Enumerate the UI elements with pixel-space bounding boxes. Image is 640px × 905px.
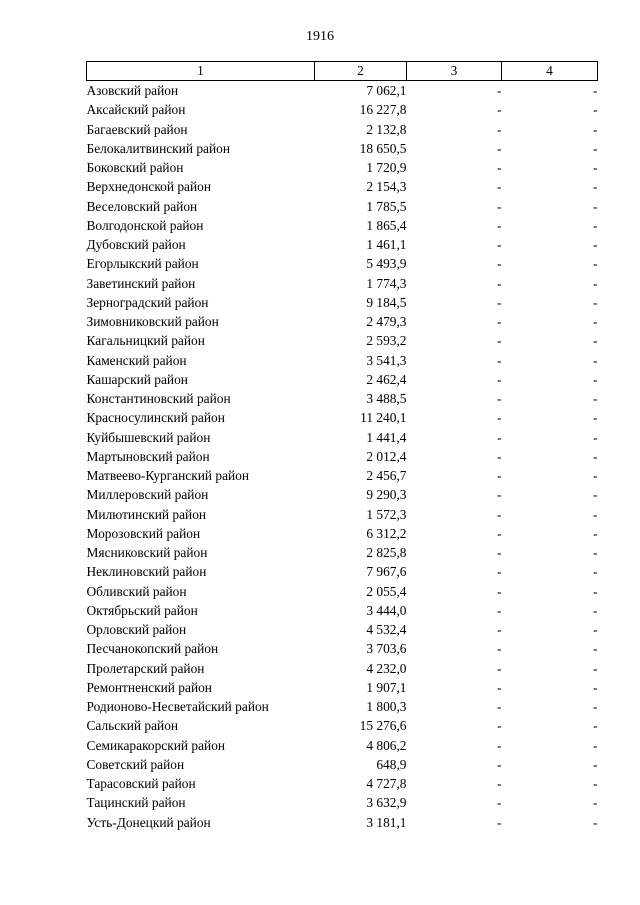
column-header: 3 bbox=[407, 62, 502, 81]
table-row bbox=[87, 100, 598, 119]
value-cell: 1 461,1 bbox=[366, 237, 407, 252]
column-3-cell: - bbox=[497, 256, 502, 272]
column-3-cell: - bbox=[497, 160, 502, 175]
column-4-cell: - bbox=[593, 352, 598, 368]
page-number: 1916 bbox=[306, 29, 334, 44]
district-name-cell: Песчанокопский район bbox=[86, 641, 219, 657]
column-4-cell: - bbox=[593, 333, 598, 349]
value-cell: 3 181,1 bbox=[366, 814, 407, 830]
table-row bbox=[87, 158, 598, 177]
table-row bbox=[87, 293, 598, 312]
column-4-cell: - bbox=[593, 795, 598, 811]
district-name-cell: Милютинский район bbox=[86, 506, 207, 522]
column-3-cell: - bbox=[497, 525, 502, 541]
column-4-cell: - bbox=[593, 525, 598, 541]
column-4-cell: - bbox=[593, 718, 598, 734]
table-row bbox=[87, 312, 598, 331]
value-cell: 2 132,8 bbox=[366, 121, 407, 137]
district-name-cell: Орловский район bbox=[86, 622, 187, 637]
value-cell: 18 650,5 bbox=[359, 140, 407, 156]
column-3-cell: - bbox=[497, 564, 502, 580]
column-3-cell: - bbox=[497, 333, 502, 349]
column-4-cell: - bbox=[593, 602, 598, 618]
column-4-cell: - bbox=[593, 679, 598, 695]
value-cell: 5 493,9 bbox=[366, 256, 407, 272]
district-name-cell: Родионово-Несветайский район bbox=[86, 699, 269, 714]
value-cell: 2 456,7 bbox=[366, 468, 407, 483]
column-3-cell: - bbox=[497, 314, 502, 329]
table-row bbox=[87, 389, 598, 408]
district-name-cell: Верхнедонской район bbox=[86, 179, 212, 195]
district-name-cell: Веселовский район bbox=[86, 198, 198, 214]
table-row bbox=[87, 716, 598, 735]
table-row bbox=[87, 120, 598, 139]
column-3-cell: - bbox=[497, 294, 502, 310]
column-4-cell: - bbox=[593, 179, 598, 195]
column-4-cell: - bbox=[593, 545, 598, 560]
column-3-cell: - bbox=[497, 102, 502, 118]
value-cell: 11 240,1 bbox=[360, 410, 407, 426]
column-4-cell: - bbox=[593, 814, 598, 830]
column-4-cell: - bbox=[593, 410, 598, 426]
value-cell: 4 727,8 bbox=[366, 776, 407, 791]
district-name-cell: Волгодонской район bbox=[86, 217, 204, 233]
district-name-cell: Октябрьский район bbox=[86, 602, 198, 618]
table-row bbox=[87, 639, 598, 658]
value-cell: 3 541,3 bbox=[366, 352, 407, 368]
table-body bbox=[87, 81, 598, 832]
column-4-cell: - bbox=[593, 217, 598, 233]
column-3-cell: - bbox=[497, 718, 502, 734]
district-name-cell: Зимовниковский район bbox=[86, 314, 219, 329]
column-4-cell: - bbox=[593, 756, 598, 772]
table-row bbox=[87, 331, 598, 350]
value-cell: 2 055,4 bbox=[366, 583, 407, 599]
district-name-cell: Ремонтненский район bbox=[86, 679, 212, 695]
column-4-cell: - bbox=[593, 83, 598, 98]
column-header: 1 bbox=[87, 62, 315, 81]
table-row bbox=[87, 235, 598, 254]
value-cell: 4 806,2 bbox=[366, 737, 407, 753]
column-3-cell: - bbox=[497, 179, 502, 195]
district-name-cell: Константиновский район bbox=[86, 391, 231, 406]
table-row bbox=[87, 582, 598, 601]
table-row bbox=[87, 659, 598, 678]
table-row bbox=[87, 254, 598, 273]
column-4-cell: - bbox=[593, 622, 598, 637]
column-3-cell: - bbox=[497, 410, 502, 426]
district-name-cell: Мясниковский район bbox=[86, 545, 208, 560]
column-header: 2 bbox=[315, 62, 407, 81]
column-4-cell: - bbox=[593, 102, 598, 118]
column-4-cell: - bbox=[593, 140, 598, 156]
column-3-cell: - bbox=[497, 602, 502, 618]
district-name-cell: Советский район bbox=[86, 756, 185, 772]
column-3-cell: - bbox=[497, 275, 502, 291]
table-row bbox=[87, 793, 598, 812]
district-name-cell: Куйбышевский район bbox=[86, 429, 211, 445]
value-cell: 1 865,4 bbox=[366, 217, 407, 233]
table-row bbox=[87, 774, 598, 793]
value-cell: 7 062,1 bbox=[366, 83, 407, 98]
column-3-cell: - bbox=[497, 217, 502, 233]
table-row bbox=[87, 81, 598, 101]
column-4-cell: - bbox=[593, 429, 598, 445]
district-name-cell: Пролетарский район bbox=[86, 660, 205, 676]
value-cell: 2 462,4 bbox=[366, 371, 407, 387]
column-4-cell: - bbox=[593, 121, 598, 137]
table-row bbox=[87, 813, 598, 832]
table-row bbox=[87, 485, 598, 504]
district-name-cell: Азовский район bbox=[86, 83, 179, 98]
district-name-cell: Багаевский район bbox=[86, 121, 188, 137]
column-4-cell: - bbox=[593, 506, 598, 522]
column-3-cell: - bbox=[497, 391, 502, 406]
district-name-cell: Егорлыкский район bbox=[86, 256, 199, 272]
column-3-cell: - bbox=[497, 756, 502, 772]
district-name-cell: Белокалитвинский район bbox=[86, 140, 231, 156]
column-4-cell: - bbox=[593, 641, 598, 657]
column-3-cell: - bbox=[497, 83, 502, 98]
table-row bbox=[87, 197, 598, 216]
table-row bbox=[87, 678, 598, 697]
column-3-cell: - bbox=[497, 795, 502, 811]
column-3-cell: - bbox=[497, 140, 502, 156]
value-cell: 2 154,3 bbox=[366, 179, 407, 195]
value-cell: 648,9 bbox=[376, 756, 407, 772]
value-cell: 1 572,3 bbox=[366, 506, 407, 522]
table-row bbox=[87, 139, 598, 158]
district-name-cell: Тацинский район bbox=[86, 795, 186, 811]
column-4-cell: - bbox=[593, 448, 598, 464]
column-3-cell: - bbox=[497, 679, 502, 695]
district-name-cell: Миллеровский район bbox=[86, 487, 209, 503]
column-3-cell: - bbox=[497, 699, 502, 714]
column-3-cell: - bbox=[497, 448, 502, 464]
table-row bbox=[87, 274, 598, 293]
column-3-cell: - bbox=[497, 660, 502, 676]
value-cell: 1 441,4 bbox=[366, 429, 407, 445]
column-4-cell: - bbox=[593, 314, 598, 329]
column-4-cell: - bbox=[593, 294, 598, 310]
value-cell: 3 488,5 bbox=[366, 391, 407, 406]
district-name-cell: Заветинский район bbox=[86, 275, 196, 291]
column-4-cell: - bbox=[593, 487, 598, 503]
district-name-cell: Зерноградский район bbox=[86, 294, 209, 310]
table-row bbox=[87, 620, 598, 639]
column-4-cell: - bbox=[593, 468, 598, 483]
column-4-cell: - bbox=[593, 699, 598, 714]
column-3-cell: - bbox=[497, 641, 502, 657]
value-cell: 1 774,3 bbox=[366, 275, 407, 291]
column-3-cell: - bbox=[497, 545, 502, 560]
column-4-cell: - bbox=[593, 660, 598, 676]
table-row bbox=[87, 697, 598, 716]
column-3-cell: - bbox=[497, 622, 502, 637]
column-4-cell: - bbox=[593, 583, 598, 599]
column-4-cell: - bbox=[593, 737, 598, 753]
district-name-cell: Семикаракорский район bbox=[86, 737, 226, 753]
table-row bbox=[87, 505, 598, 524]
column-3-cell: - bbox=[497, 429, 502, 445]
district-name-cell: Кашарский район bbox=[86, 371, 188, 387]
column-4-cell: - bbox=[593, 237, 598, 252]
value-cell: 9 290,3 bbox=[366, 487, 407, 503]
column-3-cell: - bbox=[497, 814, 502, 830]
value-cell: 4 232,0 bbox=[366, 660, 407, 676]
column-3-cell: - bbox=[497, 506, 502, 522]
district-name-cell: Боковский район bbox=[86, 160, 184, 175]
value-cell: 1 800,3 bbox=[366, 699, 407, 714]
value-cell: 3 703,6 bbox=[366, 641, 407, 657]
value-cell: 2 825,8 bbox=[366, 545, 407, 560]
value-cell: 16 227,8 bbox=[359, 102, 407, 118]
value-cell: 2 479,3 bbox=[366, 314, 407, 329]
district-name-cell: Кагальницкий район bbox=[86, 333, 205, 349]
table-row bbox=[87, 428, 598, 447]
column-4-cell: - bbox=[593, 256, 598, 272]
district-name-cell: Сальский район bbox=[86, 718, 179, 734]
value-cell: 2 012,4 bbox=[366, 448, 407, 464]
district-name-cell: Усть-Донецкий район bbox=[86, 814, 211, 830]
table-row bbox=[87, 524, 598, 543]
value-cell: 4 532,4 bbox=[366, 622, 407, 637]
district-name-cell: Тарасовский район bbox=[86, 776, 196, 791]
table-row bbox=[87, 370, 598, 389]
column-4-cell: - bbox=[593, 776, 598, 791]
value-cell: 7 967,6 bbox=[366, 564, 407, 580]
column-3-cell: - bbox=[497, 352, 502, 368]
table-row bbox=[87, 177, 598, 196]
column-4-cell: - bbox=[593, 391, 598, 406]
column-4-cell: - bbox=[593, 371, 598, 387]
column-3-cell: - bbox=[497, 198, 502, 214]
table-row bbox=[87, 562, 598, 581]
district-name-cell: Мартыновский район bbox=[86, 448, 210, 464]
table-row bbox=[87, 755, 598, 774]
district-name-cell: Обливский район bbox=[86, 583, 187, 599]
value-cell: 6 312,2 bbox=[366, 525, 407, 541]
district-name-cell: Аксайский район bbox=[86, 102, 186, 118]
district-name-cell: Красносулинский район bbox=[86, 410, 225, 426]
column-3-cell: - bbox=[497, 121, 502, 137]
column-3-cell: - bbox=[497, 737, 502, 753]
table-header-row bbox=[87, 62, 598, 81]
district-name-cell: Матвеево-Курганский район bbox=[86, 468, 250, 483]
table-row bbox=[87, 408, 598, 427]
table-row bbox=[87, 736, 598, 755]
value-cell: 2 593,2 bbox=[366, 333, 407, 349]
district-name-cell: Каменский район bbox=[86, 352, 187, 368]
column-3-cell: - bbox=[497, 487, 502, 503]
column-3-cell: - bbox=[497, 237, 502, 252]
column-4-cell: - bbox=[593, 564, 598, 580]
district-name-cell: Морозовский район bbox=[86, 525, 201, 541]
table-row bbox=[87, 351, 598, 370]
table-row bbox=[87, 216, 598, 235]
table-row bbox=[87, 466, 598, 485]
column-header: 4 bbox=[502, 62, 598, 81]
district-name-cell: Неклиновский район bbox=[86, 564, 207, 580]
value-cell: 1 720,9 bbox=[366, 160, 407, 175]
column-3-cell: - bbox=[497, 371, 502, 387]
column-3-cell: - bbox=[497, 776, 502, 791]
value-cell: 3 632,9 bbox=[366, 795, 407, 811]
column-4-cell: - bbox=[593, 275, 598, 291]
data-table bbox=[86, 61, 598, 832]
value-cell: 1 785,5 bbox=[366, 198, 407, 214]
column-3-cell: - bbox=[497, 468, 502, 483]
value-cell: 3 444,0 bbox=[366, 602, 407, 618]
column-4-cell: - bbox=[593, 160, 598, 175]
table-row bbox=[87, 447, 598, 466]
district-name-cell: Дубовский район bbox=[86, 237, 186, 252]
table-row bbox=[87, 601, 598, 620]
table-row bbox=[87, 543, 598, 562]
value-cell: 15 276,6 bbox=[359, 718, 407, 734]
value-cell: 1 907,1 bbox=[366, 679, 407, 695]
column-3-cell: - bbox=[497, 583, 502, 599]
value-cell: 9 184,5 bbox=[366, 294, 407, 310]
column-4-cell: - bbox=[593, 198, 598, 214]
